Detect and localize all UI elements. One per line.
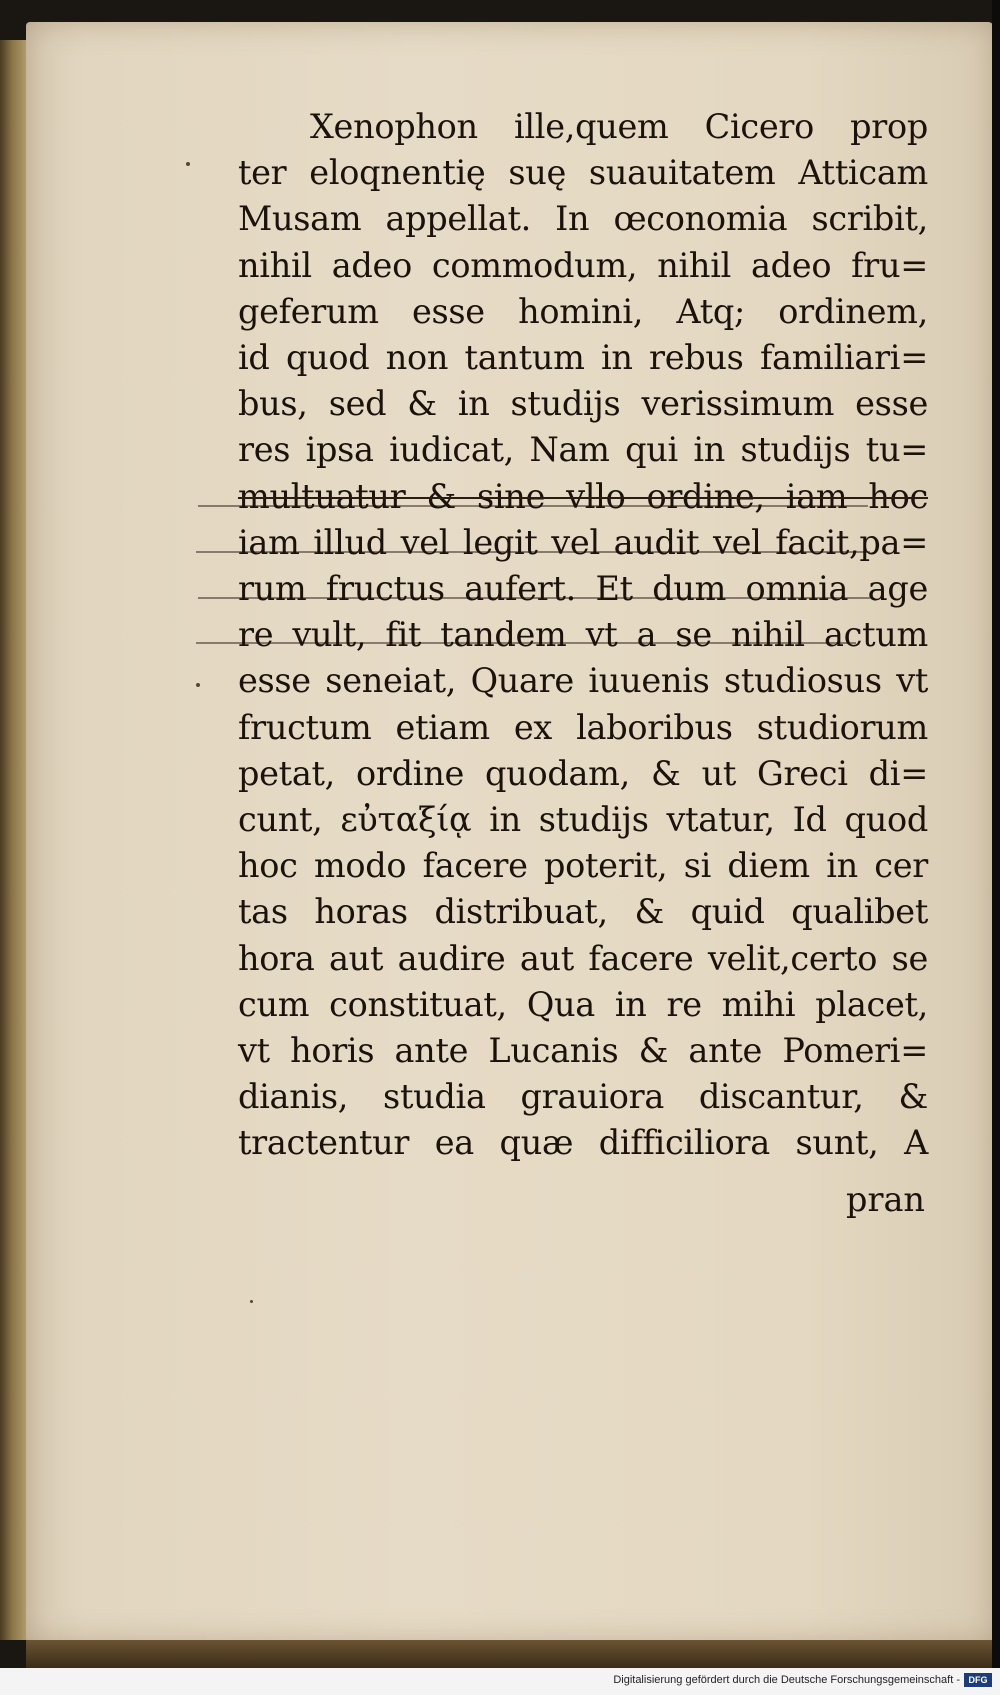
text-line: petat, ordine quodam, & ut Greci di= [238,753,928,793]
text-line: tas horas distribuat, & quid qualibet [238,892,928,932]
ink-speck [196,683,200,687]
text-line: Xenophon ille,quem Cicero prop [310,107,928,146]
text-line: hora aut audire aut facere velit,certo se [238,938,928,978]
text-line: cunt, εὐταξίᾳ in studijs vtatur, Id quod [238,800,928,840]
text-line: nihil adeo commodum, nihil adeo fru= [238,245,928,285]
text-line: Musam appellat. In œconomia scribit, [238,199,928,239]
dfg-logo: DFG [964,1673,992,1687]
ink-speck [186,162,190,166]
catchword: pran [846,1180,926,1219]
page-right-edge [992,0,1000,1668]
text-line: re vult, fit tandem vt a se nihil actum [238,615,928,655]
text-line: geferum esse homini, Atq; ordinem, [238,291,928,331]
text-line: res ipsa iudicat, Nam qui in studijs tu= [238,430,928,470]
text-line: ter eloqnentię suę suauitatem Atticam [238,153,928,193]
text-line: cum constituat, Qua in re mihi placet, [238,984,928,1024]
text-line: tractentur ea quæ difficiliora sunt, A [238,1123,928,1163]
text-line: multuatur & sine vllo ordine, iam hoc [238,476,928,516]
page-text [238,104,928,1167]
text-line: bus, sed & in studijs verissimum esse [238,384,928,424]
text-line: vt horis ante Lucanis & ante Pomeri= [238,1031,928,1071]
text-line: iam illud vel legit vel audit vel facit,pa= [238,522,928,562]
footer-bar [0,1668,1000,1695]
page-bottom-edge [26,1640,994,1668]
text-line: esse seneiat, Quare iuuenis studiosus vt [238,661,928,701]
funding-credit: Digitalisierung gefördert durch die Deutsche Forschungsgemeinschaft - [613,1674,960,1686]
ink-speck [250,1300,253,1303]
text-line: id quod non tantum in rebus familiari= [238,338,928,378]
text-line: rum fructus aufert. Et dum omnia age [238,569,928,609]
text-line: fructum etiam ex laboribus studiorum [238,707,928,747]
text-line: hoc modo facere poterit, si diem in cer [238,846,928,886]
text-line: dianis, studia grauiora discantur, & [238,1077,928,1117]
